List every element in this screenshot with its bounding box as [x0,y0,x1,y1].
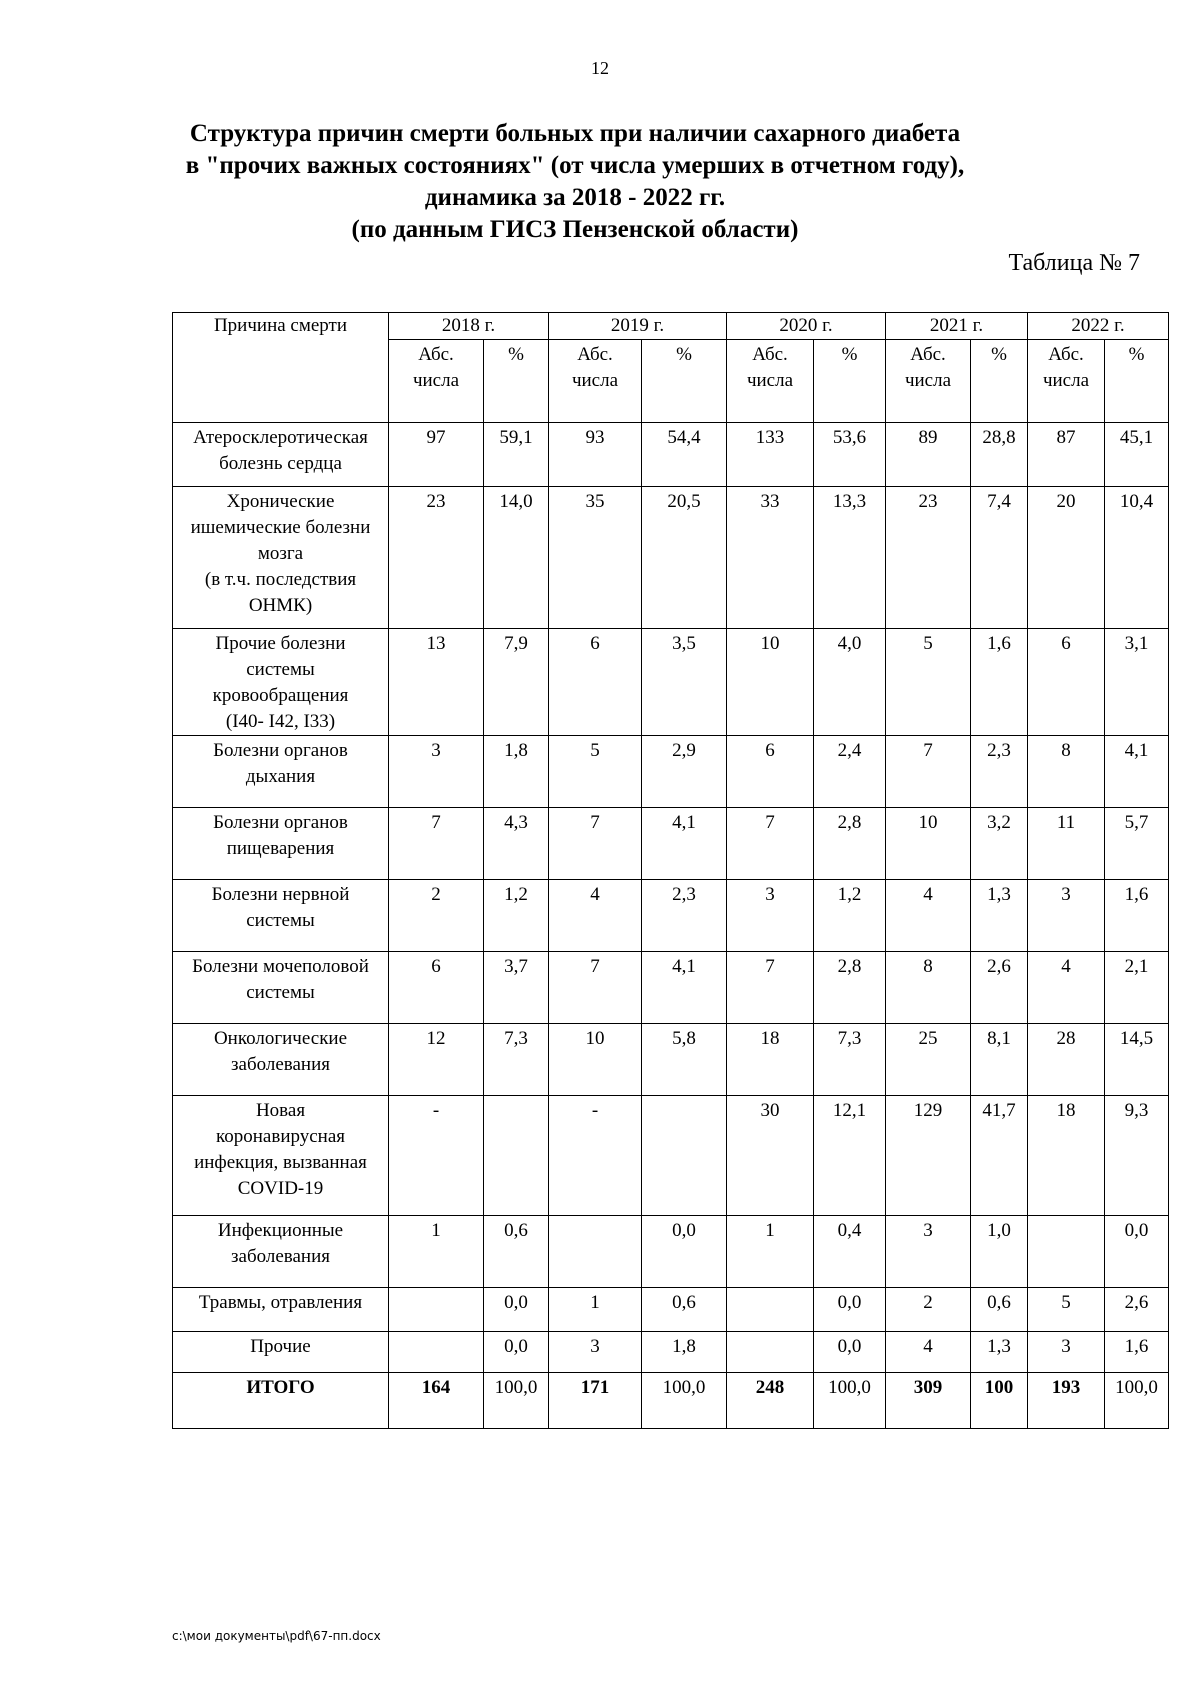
cause-line: коронавирусная [215,1126,346,1147]
file-path-footer: c:\мои документы\pdf\67-пп.docx [172,1629,381,1643]
cause-line: Болезни органов [213,812,348,833]
abs-value-cell: 3 [1028,1332,1105,1373]
abs-value-cell [389,1332,484,1373]
abs-value-cell: 7 [549,808,642,880]
abs-header-line: числа [746,370,794,391]
abs-value-cell: 4 [886,880,971,952]
abs-value-cell: 3 [389,736,484,808]
abs-value-cell: 12 [389,1024,484,1096]
abs-header-line: Абс. [1048,344,1084,365]
abs-value-cell: - [389,1096,484,1216]
cause-cell [173,1216,389,1288]
percent-value-cell: 5,7 [1105,808,1169,880]
cause-cell [173,487,389,629]
percent-value-cell: 3,2 [971,808,1028,880]
cause-line: инфекция, вызванная [194,1152,367,1173]
header-row-years [173,313,1169,340]
percent-value-cell: 1,0 [971,1216,1028,1288]
percent-value-cell: 2,9 [642,736,727,808]
abs-value-cell: 10 [886,808,971,880]
abs-value-cell: 87 [1028,423,1105,487]
cause-line: системы [246,910,315,931]
percent-value-cell: 0,6 [642,1288,727,1332]
percent-header: % [1105,340,1169,423]
percent-value-cell: 4,1 [642,808,727,880]
percent-value-cell: 20,5 [642,487,727,629]
percent-value-cell: 3,7 [484,952,549,1024]
page-number: 12 [591,58,609,78]
abs-value-cell: 7 [886,736,971,808]
abs-value-cell: 23 [886,487,971,629]
cause-column-header: Причина смерти [173,313,389,423]
abs-value-cell: 11 [1028,808,1105,880]
percent-value-cell: 2,6 [1105,1288,1169,1332]
abs-count-header [727,340,814,423]
percent-value-cell: 7,3 [484,1024,549,1096]
total-percent-cell: 100,0 [642,1373,727,1429]
abs-header-line: Абс. [577,344,613,365]
title-line: (по данным ГИСЗ Пензенской области) [351,216,799,243]
table-row [173,1096,1169,1216]
percent-value-cell: 4,1 [1105,736,1169,808]
cause-cell [173,1288,389,1332]
percent-value-cell [484,1096,549,1216]
abs-count-header [549,340,642,423]
percent-value-cell: 8,1 [971,1024,1028,1096]
abs-value-cell: 8 [1028,736,1105,808]
year-header: 2020 г. [727,313,886,340]
abs-value-cell: 10 [727,629,814,736]
cause-line: системы [246,659,315,680]
abs-value-cell: 30 [727,1096,814,1216]
abs-value-cell: 1 [389,1216,484,1288]
abs-value-cell: 6 [727,736,814,808]
total-percent-cell: 100,0 [1105,1373,1169,1429]
table-row [173,487,1169,629]
cause-cell [173,1024,389,1096]
cause-line: Болезни нервной [211,884,350,905]
title-line: в "прочих важных состояниях" (от числа умерших в отчетном году), [185,152,965,179]
document-title [170,118,980,246]
cause-line: кровообращения [212,685,349,706]
abs-value-cell: 129 [886,1096,971,1216]
abs-header-line: числа [1042,370,1090,391]
abs-value-cell: 18 [1028,1096,1105,1216]
table-row [173,1216,1169,1288]
abs-value-cell: 25 [886,1024,971,1096]
cause-line: Болезни органов [213,740,348,761]
abs-value-cell: 7 [727,952,814,1024]
abs-value-cell: 13 [389,629,484,736]
abs-value-cell: 23 [389,487,484,629]
percent-value-cell: 59,1 [484,423,549,487]
abs-value-cell: 97 [389,423,484,487]
cause-line: (в т.ч. последствия [204,569,357,590]
percent-value-cell [642,1096,727,1216]
cause-line: Хронические [226,491,335,512]
percent-value-cell: 54,4 [642,423,727,487]
percent-value-cell: 41,7 [971,1096,1028,1216]
total-abs-cell: 193 [1028,1373,1105,1429]
cause-line: заболевания [231,1054,330,1075]
percent-value-cell: 4,0 [814,629,886,736]
percent-value-cell: 7,9 [484,629,549,736]
percent-value-cell: 3,5 [642,629,727,736]
abs-value-cell [727,1332,814,1373]
cause-line: ишемические болезни [190,517,371,538]
percent-value-cell: 1,8 [642,1332,727,1373]
cause-cell [173,736,389,808]
cause-line: дыхания [245,766,316,787]
percent-value-cell: 0,0 [814,1288,886,1332]
percent-value-cell: 28,8 [971,423,1028,487]
percent-value-cell: 1,6 [971,629,1028,736]
percent-value-cell: 4,1 [642,952,727,1024]
abs-value-cell: 7 [549,952,642,1024]
abs-value-cell: 18 [727,1024,814,1096]
cause-cell [173,880,389,952]
percent-value-cell: 0,0 [1105,1216,1169,1288]
abs-value-cell: 93 [549,423,642,487]
cause-line: мозга [257,543,304,564]
cause-line: Инфекционные [217,1220,344,1241]
abs-value-cell: 4 [1028,952,1105,1024]
percent-value-cell: 2,1 [1105,952,1169,1024]
percent-value-cell: 0,0 [642,1216,727,1288]
percent-value-cell: 2,6 [971,952,1028,1024]
abs-value-cell: 3 [727,880,814,952]
percent-value-cell: 2,4 [814,736,886,808]
percent-value-cell: 10,4 [1105,487,1169,629]
cause-line: пищеварения [226,838,335,859]
abs-value-cell: 4 [886,1332,971,1373]
abs-value-cell: 3 [886,1216,971,1288]
percent-value-cell: 1,8 [484,736,549,808]
abs-count-header [389,340,484,423]
table-caption: Таблица № 7 [1008,250,1140,276]
cause-line: Онкологические [213,1028,348,1049]
abs-value-cell [549,1216,642,1288]
percent-value-cell: 53,6 [814,423,886,487]
abs-value-cell: 28 [1028,1024,1105,1096]
abs-value-cell: 33 [727,487,814,629]
abs-value-cell [727,1288,814,1332]
abs-value-cell [1028,1216,1105,1288]
percent-value-cell: 1,2 [484,880,549,952]
abs-value-cell: - [549,1096,642,1216]
abs-value-cell: 6 [549,629,642,736]
year-header: 2018 г. [389,313,549,340]
abs-value-cell: 35 [549,487,642,629]
year-header: 2019 г. [549,313,727,340]
abs-value-cell: 4 [549,880,642,952]
percent-value-cell: 2,3 [971,736,1028,808]
percent-value-cell: 13,3 [814,487,886,629]
cause-line: Болезни мочеполовой [192,956,369,977]
percent-value-cell: 4,3 [484,808,549,880]
abs-header-line: Абс. [418,344,454,365]
table-row [173,629,1169,736]
abs-value-cell: 5 [886,629,971,736]
table-row [173,1332,1169,1373]
cause-cell [173,629,389,736]
abs-count-header [886,340,971,423]
percent-value-cell: 0,6 [484,1216,549,1288]
abs-value-cell: 6 [389,952,484,1024]
percent-value-cell: 7,3 [814,1024,886,1096]
percent-header: % [971,340,1028,423]
abs-value-cell: 3 [1028,880,1105,952]
abs-header-line: Абс. [910,344,946,365]
abs-count-header [1028,340,1105,423]
cause-line: Прочие [250,1336,311,1357]
cause-cell [173,1332,389,1373]
table-row [173,1024,1169,1096]
table-row [173,808,1169,880]
abs-value-cell: 3 [549,1332,642,1373]
percent-value-cell: 14,0 [484,487,549,629]
percent-value-cell: 45,1 [1105,423,1169,487]
percent-value-cell: 3,1 [1105,629,1169,736]
cause-line: заболевания [231,1246,330,1267]
table-row [173,423,1169,487]
abs-value-cell [389,1288,484,1332]
cause-line: системы [246,982,315,1003]
cause-line: болезнь сердца [219,453,342,474]
percent-value-cell: 1,3 [971,1332,1028,1373]
percent-value-cell: 2,8 [814,808,886,880]
percent-header: % [814,340,886,423]
abs-value-cell: 7 [389,808,484,880]
percent-value-cell: 12,1 [814,1096,886,1216]
cause-cell [173,808,389,880]
cause-line: Атеросклеротическая [193,427,368,448]
percent-value-cell: 0,0 [814,1332,886,1373]
abs-header-line: Абс. [752,344,788,365]
cause-line: Новая [255,1100,306,1121]
year-header: 2021 г. [886,313,1028,340]
percent-value-cell: 1,3 [971,880,1028,952]
percent-value-cell: 2,3 [642,880,727,952]
abs-value-cell: 10 [549,1024,642,1096]
percent-value-cell: 0,0 [484,1332,549,1373]
abs-header-line: числа [412,370,460,391]
abs-value-cell: 20 [1028,487,1105,629]
abs-value-cell: 1 [549,1288,642,1332]
year-header: 2022 г. [1028,313,1169,340]
percent-value-cell: 1,6 [1105,1332,1169,1373]
table-row [173,880,1169,952]
abs-header-line: числа [571,370,619,391]
total-abs-cell: 309 [886,1373,971,1429]
cause-line: Травмы, отравления [198,1292,363,1313]
cause-line: (I40- I42, I33) [225,711,336,732]
percent-value-cell: 0,0 [484,1288,549,1332]
abs-value-cell: 133 [727,423,814,487]
abs-value-cell: 2 [389,880,484,952]
cause-cell [173,952,389,1024]
title-line: динамика за 2018 - 2022 гг. [424,184,726,211]
percent-value-cell: 2,8 [814,952,886,1024]
percent-value-cell: 1,2 [814,880,886,952]
causes-of-death-table [172,312,1169,1429]
total-percent-cell: 100 [971,1373,1028,1429]
percent-value-cell: 0,4 [814,1216,886,1288]
cause-line: COVID-19 [237,1178,324,1199]
percent-header: % [484,340,549,423]
cause-cell [173,423,389,487]
percent-value-cell: 7,4 [971,487,1028,629]
abs-value-cell: 1 [727,1216,814,1288]
abs-value-cell: 6 [1028,629,1105,736]
percent-value-cell: 0,6 [971,1288,1028,1332]
percent-value-cell: 14,5 [1105,1024,1169,1096]
total-row [173,1373,1169,1429]
abs-value-cell: 2 [886,1288,971,1332]
abs-value-cell: 5 [1028,1288,1105,1332]
title-line: Структура причин смерти больных при наличии сахарного диабета [189,120,961,147]
table-row [173,1288,1169,1332]
total-label: ИТОГО [173,1373,389,1429]
table-row [173,736,1169,808]
table-row [173,952,1169,1024]
percent-value-cell: 5,8 [642,1024,727,1096]
cause-line: ОНМК) [248,595,313,616]
cause-cell [173,1096,389,1216]
abs-value-cell: 7 [727,808,814,880]
total-abs-cell: 248 [727,1373,814,1429]
abs-header-line: числа [904,370,952,391]
abs-value-cell: 89 [886,423,971,487]
abs-value-cell: 5 [549,736,642,808]
abs-value-cell: 8 [886,952,971,1024]
cause-line: Прочие болезни [215,633,346,654]
total-abs-cell: 171 [549,1373,642,1429]
percent-value-cell: 9,3 [1105,1096,1169,1216]
percent-value-cell: 1,6 [1105,880,1169,952]
percent-header: % [642,340,727,423]
total-percent-cell: 100,0 [484,1373,549,1429]
total-percent-cell: 100,0 [814,1373,886,1429]
total-abs-cell: 164 [389,1373,484,1429]
